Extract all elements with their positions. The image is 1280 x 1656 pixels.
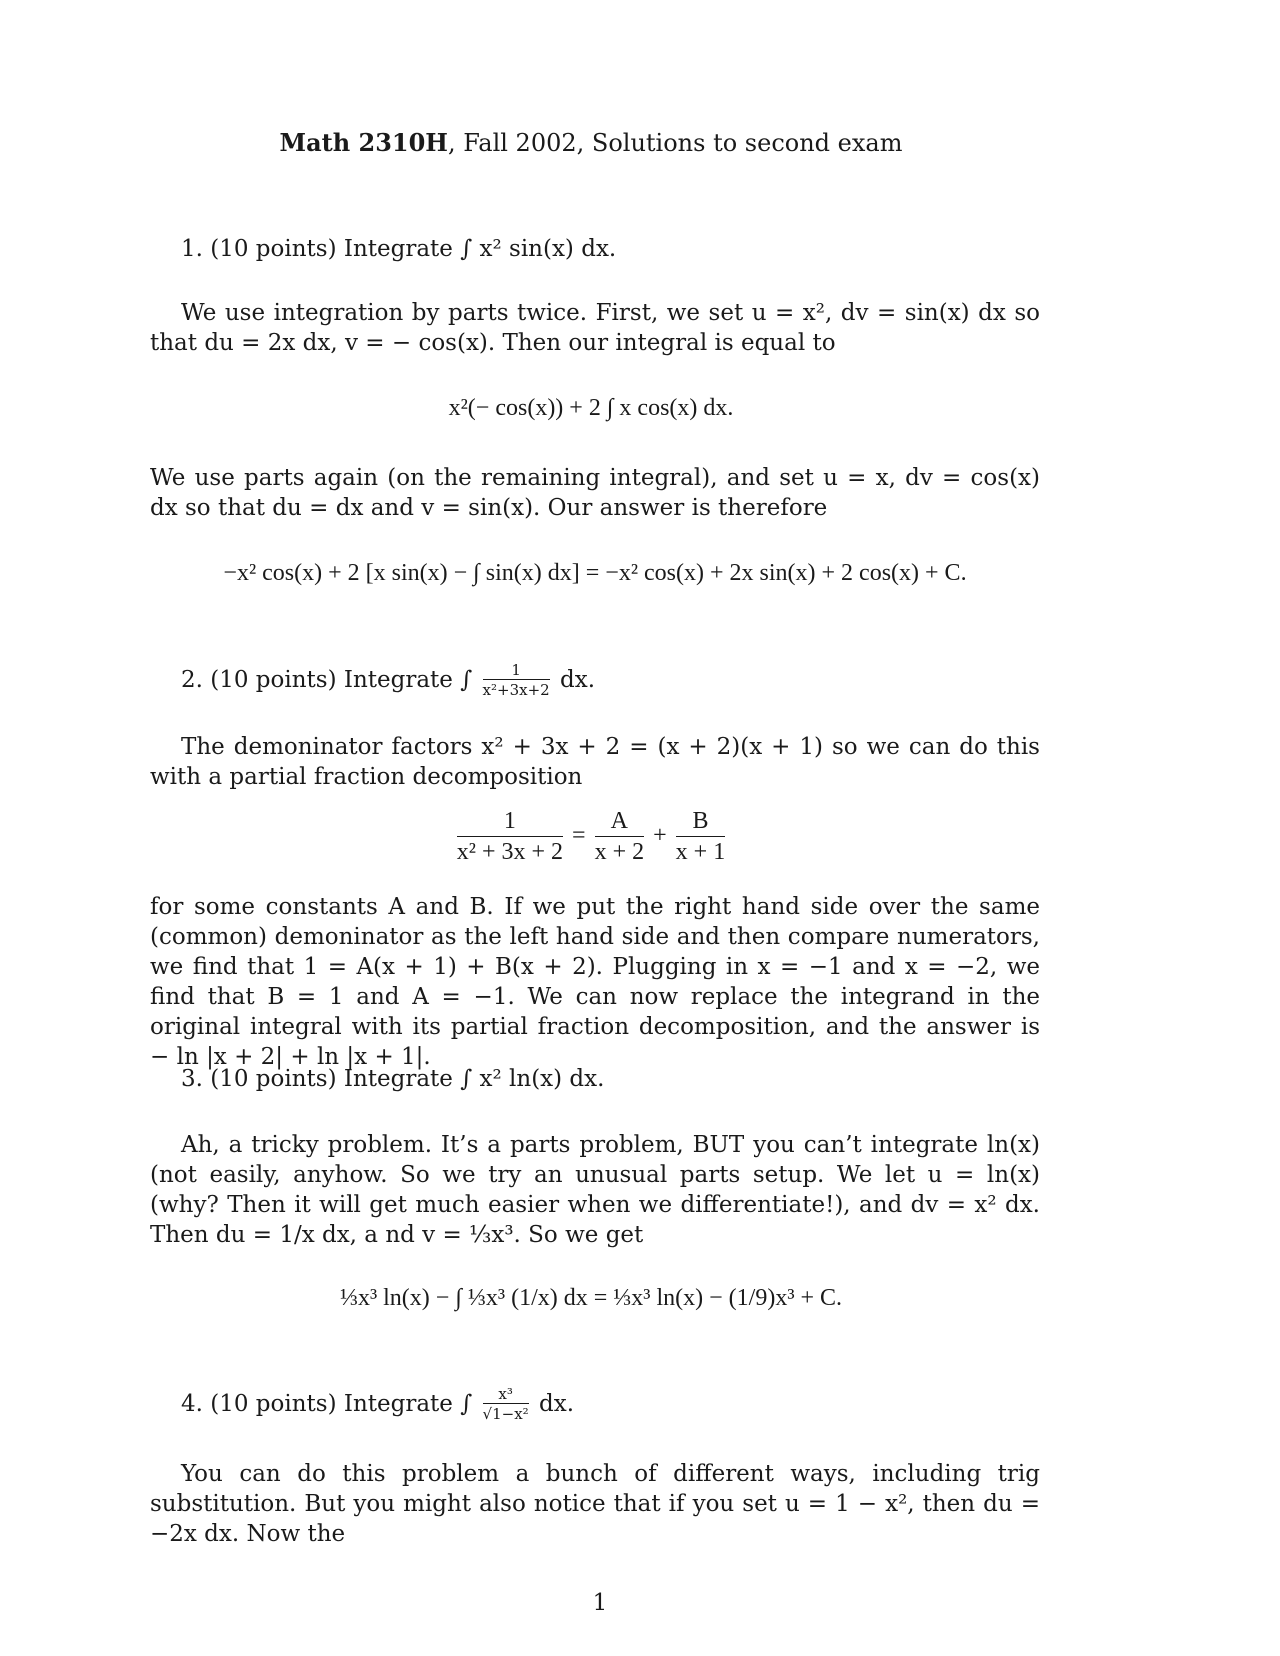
problem-3-paragraph-1: Ah, a tricky problem. It’s a parts problem, BUT you can’t integrate ln(x) (not easily, anyhow. So we try an unusual parts setup. We let u = ln(x) (why? Then it will get much easier when we differentiate!), and dv = x² dx. Then du = 1/x dx, a nd v = ⅓x³. So we get xyxy=(150,1132,1040,1248)
problem-4-integrand-fraction xyxy=(483,1386,529,1424)
problem-4-integrand-numerator: x³ xyxy=(498,1385,513,1403)
problem-2-paragraph-2: for some constants A and B. If we put the right hand side over the same (common) demoninator as the left hand side and then compare numerators, we find that 1 = A(x + 1) + B(x + 2). Plugging in x = −1 and x = −2, we find that B = 1 and A = −1. We can now replace the integrand in the original integral with its partial fraction decomposition, and the answer is − ln |x + 2| + ln |x + 1|. xyxy=(150,894,1040,1070)
eq-lhs-denominator: x² + 3x + 2 xyxy=(457,836,563,867)
problem-3-statement: 3. (10 points) Integrate ∫ x² ln(x) dx. xyxy=(181,1066,605,1092)
problem-4-statement-pre: 4. (10 points) Integrate ∫ xyxy=(181,1390,473,1417)
title-rest: , Fall 2002, Solutions to second exam xyxy=(447,129,903,157)
problem-4-statement-post: dx. xyxy=(539,1390,575,1417)
problem-1-equation-1: x²(− cos(x)) + 2 ∫ x cos(x) dx. xyxy=(448,395,734,421)
problem-1-paragraph-1: We use integration by parts twice. First, we set u = x², dv = sin(x) dx so that du = 2x dx, v = − cos(x). Then our integral is equal to xyxy=(150,300,1040,356)
problem-2-integrand-numerator: 1 xyxy=(511,661,521,679)
problem-2-integrand-fraction xyxy=(483,662,550,700)
problem-2-equation-1 xyxy=(0,808,1182,866)
eq-a-denominator: x + 2 xyxy=(595,836,645,867)
problem-2-integrand-denominator: x²+3x+2 xyxy=(482,681,550,700)
problem-4-paragraph-1: You can do this problem a bunch of different ways, including trig substitution. But you might also notice that if you set u = 1 − x², then du = −2x dx. Now the xyxy=(150,1461,1040,1547)
eq-lhs-numerator: 1 xyxy=(503,808,516,834)
problem-2-statement-post: dx. xyxy=(560,666,596,693)
eq-b-denominator: x + 1 xyxy=(676,836,726,867)
problem-1-equation-2: −x² cos(x) + 2 [x sin(x) − ∫ sin(x) dx] = −x² cos(x) + 2x sin(x) + 2 cos(x) + C. xyxy=(223,560,967,586)
eq-equals: = xyxy=(572,822,586,849)
page-title xyxy=(0,128,1182,157)
eq-lhs-fraction xyxy=(457,808,563,866)
problem-2-statement xyxy=(181,662,595,700)
problem-1-statement: 1. (10 points) Integrate ∫ x² sin(x) dx. xyxy=(181,236,617,262)
problem-1-paragraph-2: We use parts again (on the remaining integral), and set u = x, dv = cos(x) dx so that du = dx and v = sin(x). Our answer is therefore xyxy=(150,465,1040,521)
eq-b-numerator: B xyxy=(692,808,709,834)
problem-2-paragraph-1: The demoninator factors x² + 3x + 2 = (x + 2)(x + 1) so we can do this with a partial fraction decomposition xyxy=(150,734,1040,790)
title-bold: Math 2310H xyxy=(279,128,448,157)
eq-b-fraction xyxy=(676,808,726,866)
page-number: 1 xyxy=(592,1590,608,1616)
eq-a-numerator: A xyxy=(610,808,629,834)
eq-plus: + xyxy=(653,822,667,849)
problem-2-statement-pre: 2. (10 points) Integrate ∫ xyxy=(181,666,473,693)
eq-a-fraction xyxy=(595,808,645,866)
problem-4-statement xyxy=(181,1386,574,1424)
problem-3-equation-1: ⅓x³ ln(x) − ∫ ⅓x³ (1/x) dx = ⅓x³ ln(x) − (1/9)x³ + C. xyxy=(339,1285,843,1311)
problem-4-integrand-denominator: √1−x² xyxy=(482,1405,529,1424)
